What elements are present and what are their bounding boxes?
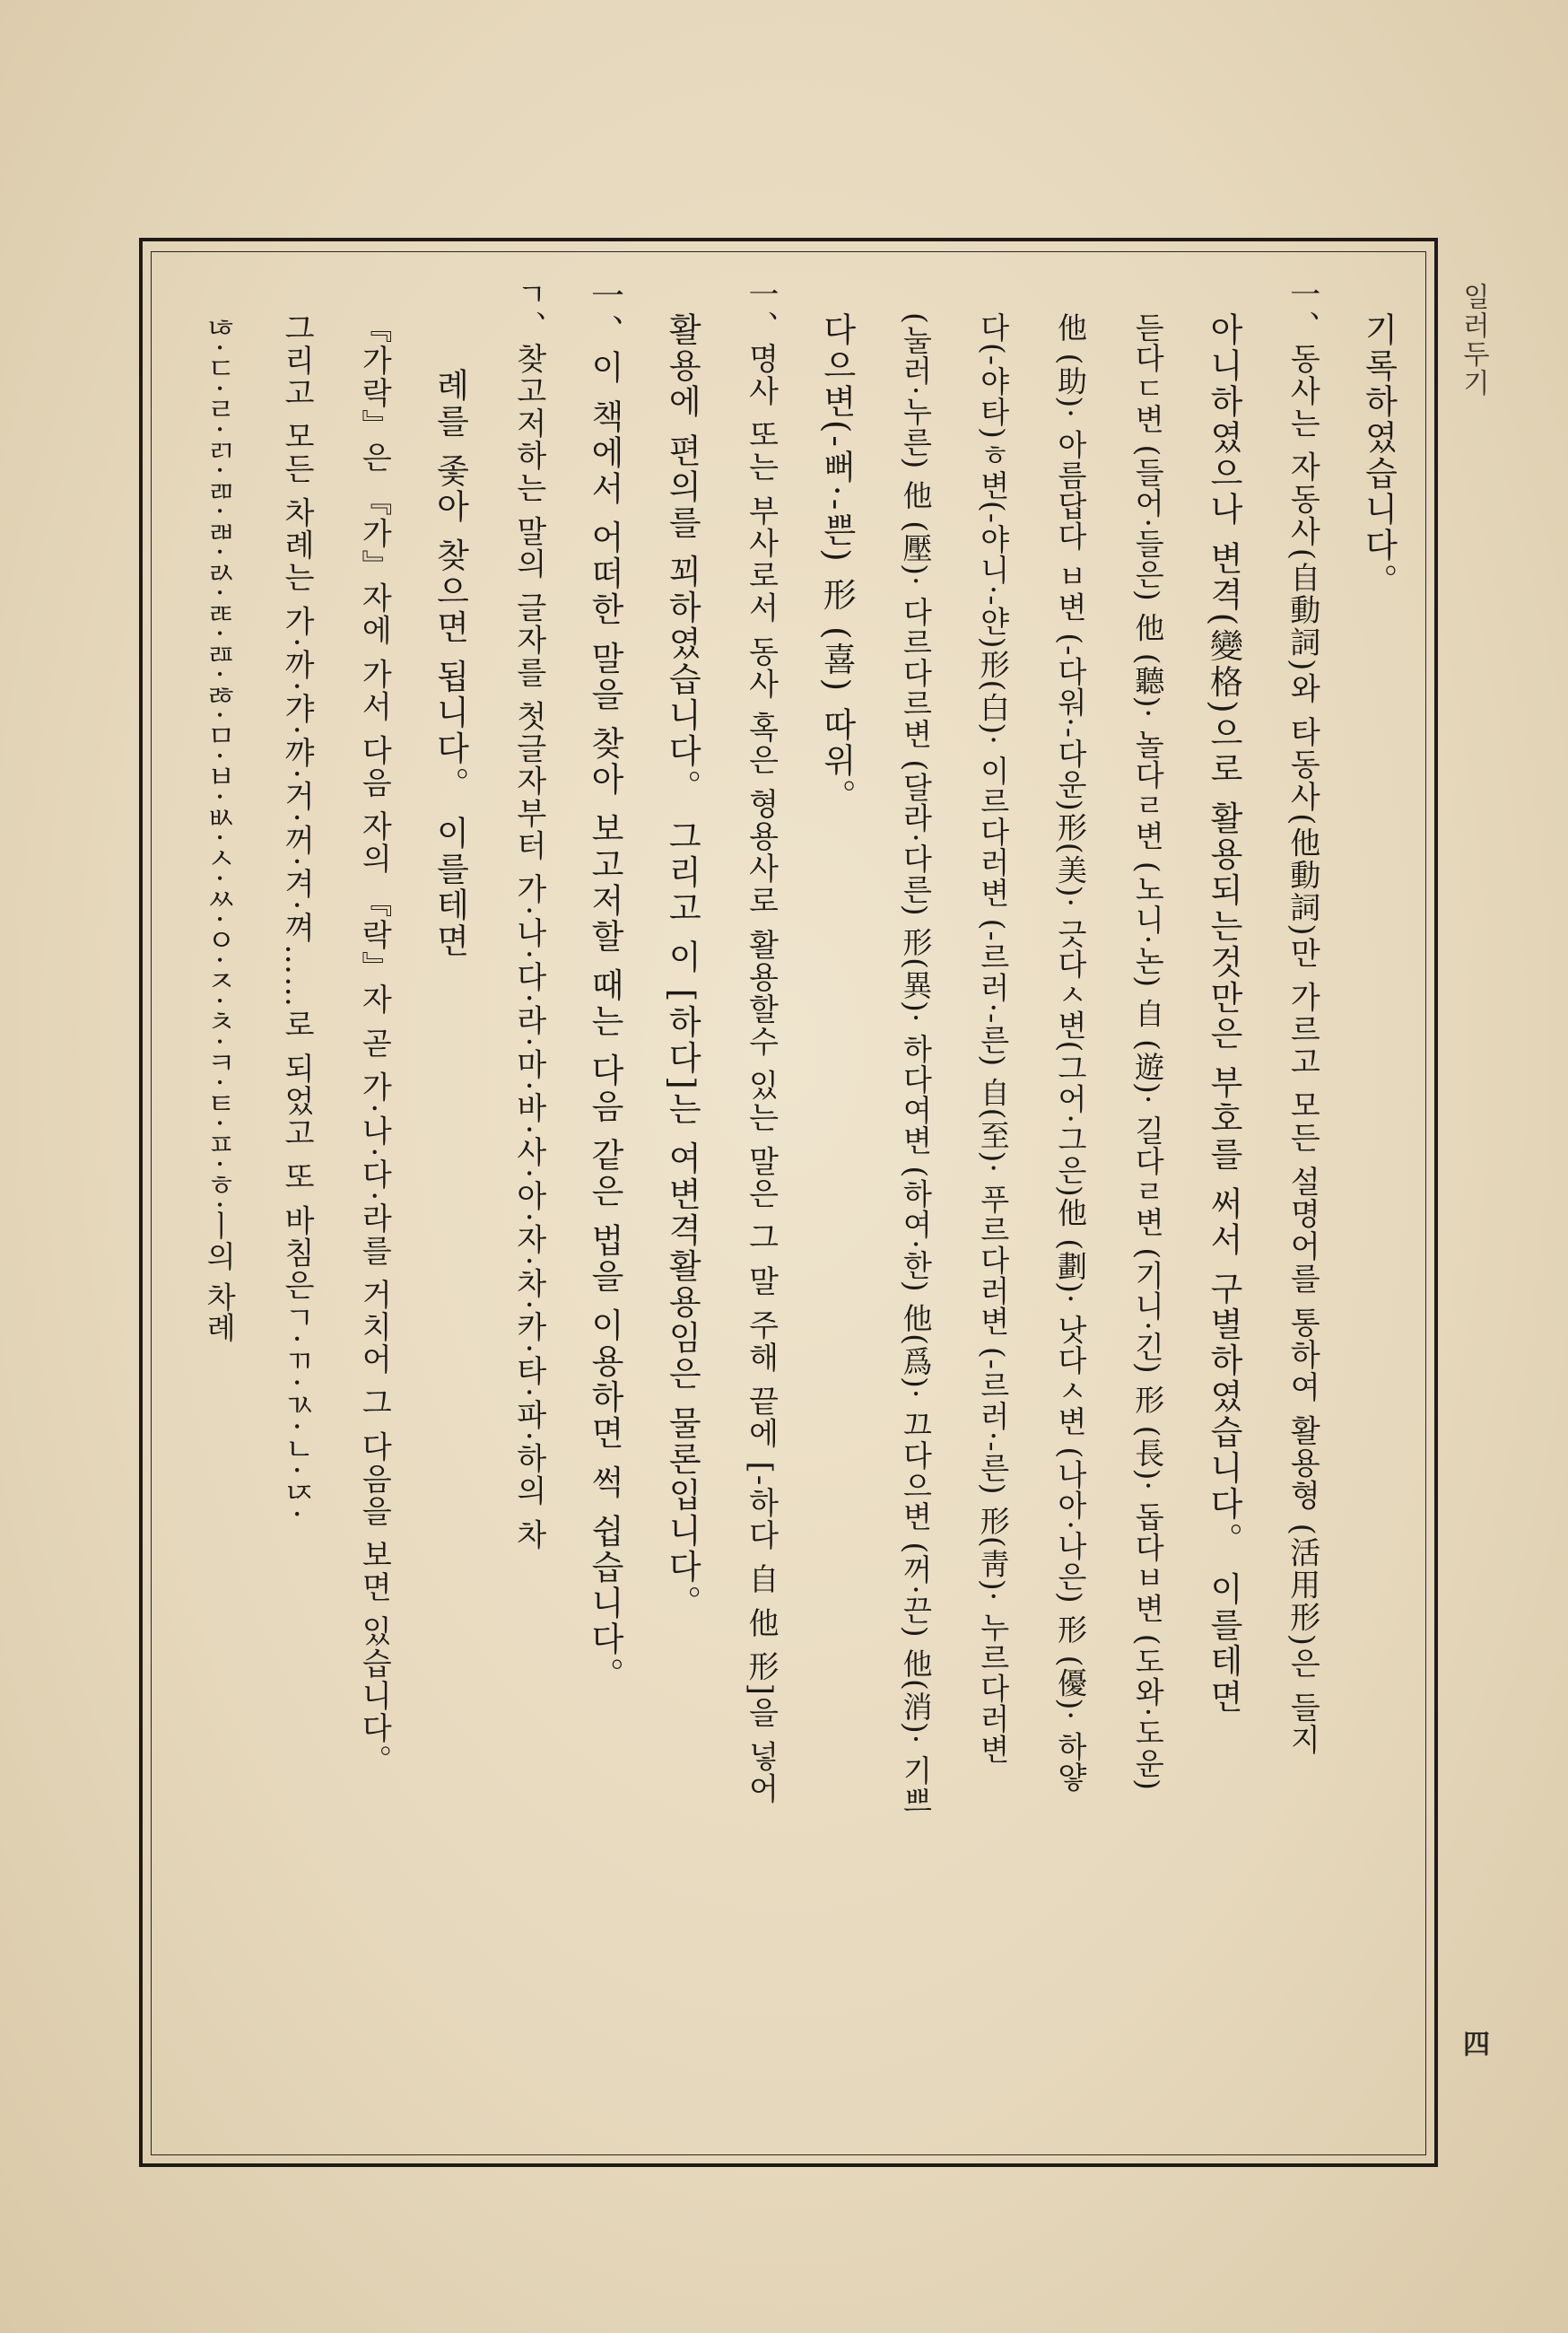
text-column: ㄶ·ㄷ·ㄹ·ㄺ·ㄻ·ㄼ·ㄽ·ㄾ·ㄿ·ㅀ·ㅁ·ㅂ·ㅄ·ㅅ·ㅆ·ㅇ·ㅈ·ㅊ·ㅋ·ㅌ·ㅍ·ㅎ·ㅣ의 차례 bbox=[202, 312, 238, 1343]
text-column: 一、이 책에서 어떠한 말을 찾아 보고저할 때는 다음 같은 법을 이용하면 썩 쉽습니다。 bbox=[585, 278, 624, 1694]
text-column: 一、명사 또는 부사로서 동사 혹은 형용사로 활용할수 있는 말은 그 말 주해 끝에 [-하다 自 他 形]을 넣어 bbox=[743, 278, 779, 1805]
text-column: 다(-야타)ㅎ변(-야니·-얀)形(白)· 이르다러변 (-르러·-른) 自(至)· 푸르다러변 (-르러·-른) 形(靑)· 누르다러변 bbox=[975, 312, 1011, 1765]
text-column: 활용에 편의를 꾀하였습니다。 그리고 이 [하다]는 여변격활용임은 물론입니다。 bbox=[662, 312, 701, 1621]
text-column: 다으변(-뻐·-쁜) 形 (喜) 따위。 bbox=[817, 312, 857, 815]
text-column: 一、동사는 자동사(自動詞)와 타동사(他動詞)만 가르고 모든 설명어를 통하여 활용형 (活用形)은 들지 bbox=[1284, 278, 1320, 1756]
text-column: 기록하였습니다。 bbox=[1359, 312, 1398, 599]
page-number: 四 bbox=[1458, 2030, 1489, 2057]
text-column: (눌러·누른) 他 (壓)· 다르다르변 (달라·다른) 形(異)· 하다여변 (하여·한) 他(爲)· 끄다으변 (꺼·끈) 他(消)· 기쁘 bbox=[898, 312, 934, 1816]
text-column: 『가락』은 『가』자에 가서 다음 자의 『락』자 곧 가·나·다·라를 거치어 그 다음을 보면 있습니다。 bbox=[355, 312, 392, 1778]
text-column: 례를 좇아 찾으면 됩니다。 이를테면 bbox=[431, 368, 469, 960]
running-head: 일러두기 bbox=[1458, 283, 1489, 398]
text-column: 듣다ㄷ변 (들어·들은) 他 (聽)· 놀다ㄹ변 (노니·논) 自 (遊)· 길다ㄹ변 (기니·긴) 形 (長)· 돕다ㅂ변 (도와·도운) bbox=[1130, 312, 1166, 1792]
vertical-text-body bbox=[175, 278, 1413, 2145]
text-column: 그리고 모든 차례는 가·까·갸·꺄·거·꺼·겨·껴……로 되었고 또 바침은ㄱ·ㄲ·ㄳ·ㄴ·ㄵ· bbox=[278, 312, 315, 1521]
text-column: ㄱ、찾고저하는 말의 글자를 첫글자부터 가·나·다·라·마·바·사·아·자·차·카·타·파·하의 차 bbox=[510, 278, 547, 1551]
text-column: 아니하였으나 변격(變格)으로 활용되는것만은 부호를 써서 구별하였습니다。 이를테면 bbox=[1204, 312, 1243, 1716]
text-column: 他 (助)· 아름답다 ㅂ변 (-다워·-다운)形(美)· 긋다ㅅ변(그어·그은)他 (劃)· 낫다ㅅ변 (나아·나은) 形 (優)· 하얗 bbox=[1053, 312, 1088, 1793]
